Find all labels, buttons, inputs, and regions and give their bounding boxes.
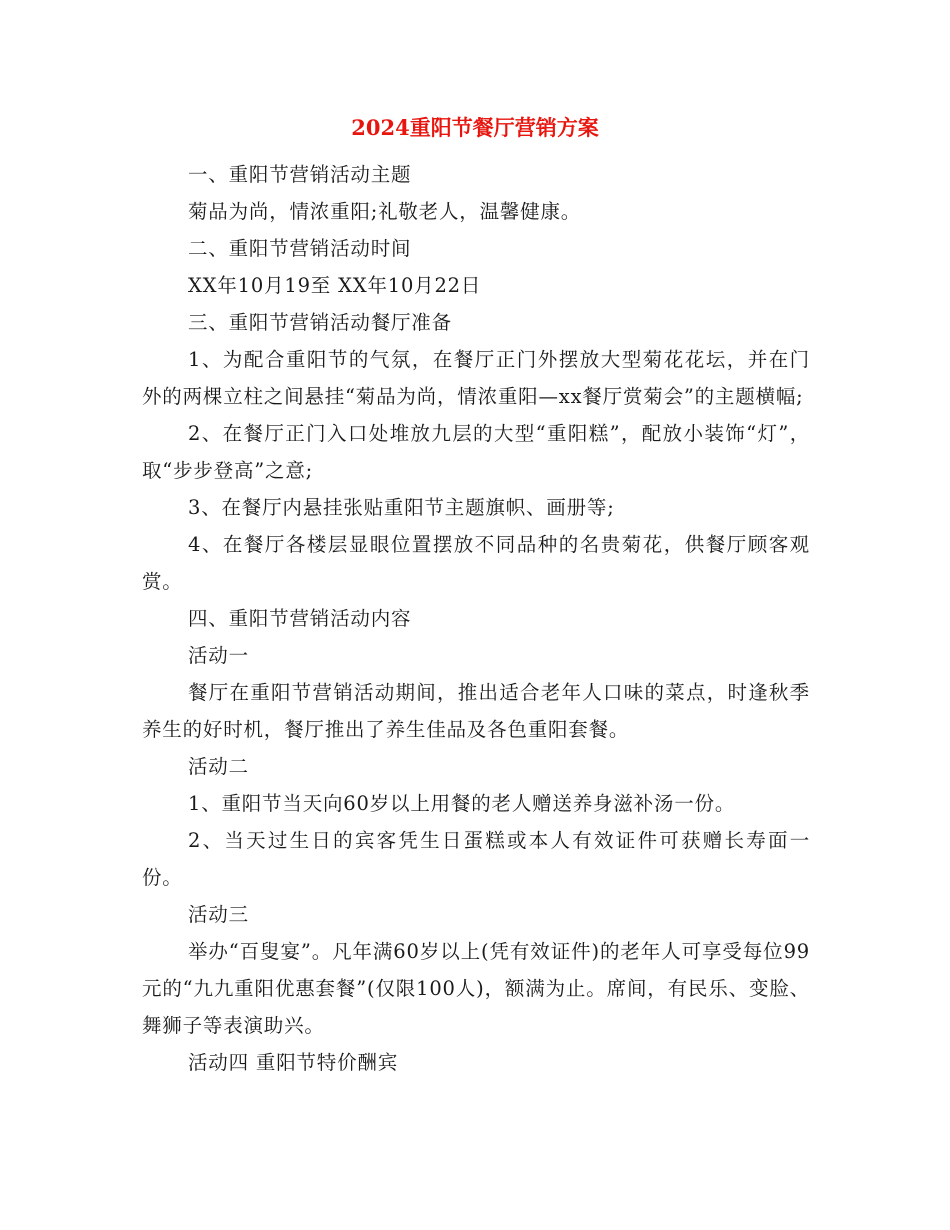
paragraph: 2、当天过生日的宾客凭生日蛋糕或本人有效证件可获赠长寿面一份。 [142, 829, 810, 889]
section-heading-preparation: 三、重阳节营销活动餐厅准备 [188, 311, 452, 334]
section-heading-content: 四、重阳节营销活动内容 [188, 607, 412, 630]
paragraph: 2、在餐厅正门入口处堆放九层的大型“重阳糕”，配放小装饰“灯”，取“步步登高”之意; [142, 422, 810, 482]
document-title: 2024重阳节餐厅营销方案 [351, 115, 599, 140]
paragraph: 举办“百叟宴”。凡年满60岁以上(凭有效证件)的老年人可享受每位99元的“九九重阳优惠套餐”(仅限100人)，额满为止。席间，有民乐、变脸、舞狮子等表演助兴。 [142, 940, 810, 1037]
paragraph: XX年10月19至 XX年10月22日 [188, 274, 482, 297]
paragraph: 菊品为尚，情浓重阳;礼敬老人，温馨健康。 [188, 200, 582, 223]
section-heading-theme: 一、重阳节营销活动主题 [188, 163, 412, 186]
section-heading-time: 二、重阳节营销活动时间 [188, 237, 412, 260]
activity-heading: 活动二 [188, 755, 249, 778]
paragraph: 4、在餐厅各楼层显眼位置摆放不同品种的名贵菊花，供餐厅顾客观赏。 [142, 533, 810, 593]
paragraph: 1、为配合重阳节的气氛，在餐厅正门外摆放大型菊花花坛，并在门外的两棵立柱之间悬挂“菊品为尚，情浓重阳—xx餐厅赏菊会”的主题横幅; [142, 348, 810, 408]
activity-heading: 活动一 [188, 644, 249, 667]
paragraph: 3、在餐厅内悬挂张贴重阳节主题旗帜、画册等; [188, 496, 615, 519]
document-body [142, 156, 810, 1081]
paragraph: 餐厅在重阳节营销活动期间，推出适合老年人口味的菜点，时逢秋季养生的好时机，餐厅推出了养生佳品及各色重阳套餐。 [142, 681, 810, 741]
paragraph: 1、重阳节当天向60岁以上用餐的老人赠送养身滋补汤一份。 [188, 792, 736, 815]
activity-heading: 活动四 重阳节特价酬宾 [188, 1051, 398, 1074]
activity-heading: 活动三 [188, 903, 249, 926]
